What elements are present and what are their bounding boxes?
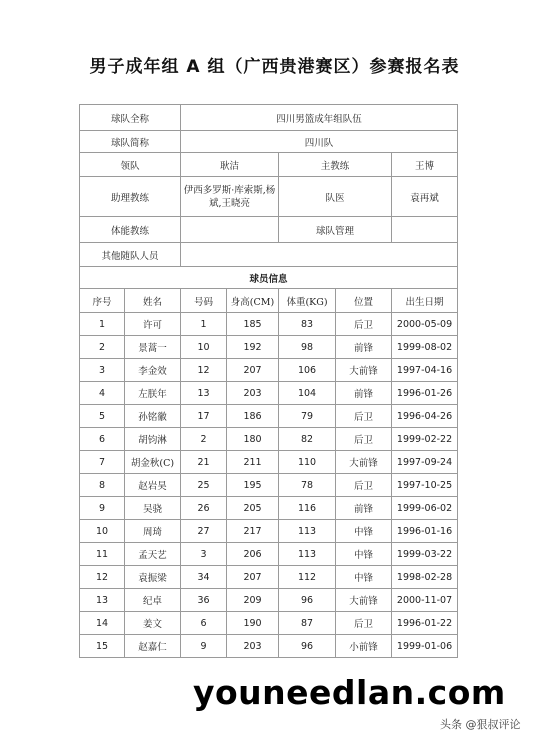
cell: 78 bbox=[279, 474, 336, 497]
table-row bbox=[80, 589, 458, 612]
cell: 116 bbox=[279, 497, 336, 520]
short-name-row bbox=[80, 131, 458, 153]
cell: 7 bbox=[80, 451, 125, 474]
doctor-label: 队医 bbox=[279, 177, 392, 217]
table-row bbox=[80, 635, 458, 658]
assistant-label: 助理教练 bbox=[80, 177, 181, 217]
cell: 87 bbox=[279, 612, 336, 635]
cell: 13 bbox=[80, 589, 125, 612]
table-row bbox=[80, 382, 458, 405]
cell: 17 bbox=[181, 405, 227, 428]
table-row bbox=[80, 566, 458, 589]
table-row bbox=[80, 428, 458, 451]
cell: 2000-05-09 bbox=[392, 313, 458, 336]
leader-row bbox=[80, 153, 458, 177]
fitness-value bbox=[181, 217, 279, 243]
cell: 98 bbox=[279, 336, 336, 359]
cell: 1997-04-16 bbox=[392, 359, 458, 382]
fitness-label: 体能教练 bbox=[80, 217, 181, 243]
cell: 113 bbox=[279, 543, 336, 566]
cell: 大前锋 bbox=[336, 589, 392, 612]
assistant-row bbox=[80, 177, 458, 217]
cell: 36 bbox=[181, 589, 227, 612]
cell: 6 bbox=[80, 428, 125, 451]
cell: 203 bbox=[227, 635, 279, 658]
cell: 3 bbox=[181, 543, 227, 566]
full-name-value: 四川男篮成年组队伍 bbox=[181, 105, 458, 131]
cell: 周琦 bbox=[125, 520, 181, 543]
leader-label: 领队 bbox=[80, 153, 181, 177]
cell: 10 bbox=[181, 336, 227, 359]
cell: 110 bbox=[279, 451, 336, 474]
cell: 13 bbox=[181, 382, 227, 405]
cell: 2 bbox=[80, 336, 125, 359]
cell: 景蒿一 bbox=[125, 336, 181, 359]
cell: 1999-03-22 bbox=[392, 543, 458, 566]
table-row bbox=[80, 497, 458, 520]
table-row bbox=[80, 313, 458, 336]
cell: 79 bbox=[279, 405, 336, 428]
short-name-label: 球队简称 bbox=[80, 131, 181, 153]
cell: 27 bbox=[181, 520, 227, 543]
cell: 胡钧淋 bbox=[125, 428, 181, 451]
cell: 14 bbox=[80, 612, 125, 635]
cell: 小前锋 bbox=[336, 635, 392, 658]
column-header: 身高(CM) bbox=[227, 289, 279, 313]
cell: 纪卓 bbox=[125, 589, 181, 612]
cell: 许可 bbox=[125, 313, 181, 336]
cell: 104 bbox=[279, 382, 336, 405]
cell: 1999-02-22 bbox=[392, 428, 458, 451]
cell: 1997-10-25 bbox=[392, 474, 458, 497]
column-header: 出生日期 bbox=[392, 289, 458, 313]
cell: 后卫 bbox=[336, 612, 392, 635]
cell: 15 bbox=[80, 635, 125, 658]
cell: 192 bbox=[227, 336, 279, 359]
column-header: 体重(KG) bbox=[279, 289, 336, 313]
full-name-row bbox=[80, 105, 458, 131]
cell: 26 bbox=[181, 497, 227, 520]
cell: 206 bbox=[227, 543, 279, 566]
cell: 205 bbox=[227, 497, 279, 520]
cell: 中锋 bbox=[336, 543, 392, 566]
cell: 34 bbox=[181, 566, 227, 589]
players-section-label: 球员信息 bbox=[80, 267, 458, 289]
cell: 2000-11-07 bbox=[392, 589, 458, 612]
cell: 孙铭徽 bbox=[125, 405, 181, 428]
cell: 209 bbox=[227, 589, 279, 612]
assistant-value: 伊西多罗斯·库索斯,杨斌,王晓亮 bbox=[181, 177, 279, 217]
cell: 前锋 bbox=[336, 382, 392, 405]
cell: 21 bbox=[181, 451, 227, 474]
cell: 孟天艺 bbox=[125, 543, 181, 566]
cell: 1999-01-06 bbox=[392, 635, 458, 658]
cell: 袁振梁 bbox=[125, 566, 181, 589]
table-row bbox=[80, 543, 458, 566]
cell: 12 bbox=[181, 359, 227, 382]
cell: 1996-01-26 bbox=[392, 382, 458, 405]
other-value bbox=[181, 243, 458, 267]
table-row bbox=[80, 520, 458, 543]
cell: 赵岩昊 bbox=[125, 474, 181, 497]
cell: 1996-04-26 bbox=[392, 405, 458, 428]
cell: 1999-08-02 bbox=[392, 336, 458, 359]
cell: 中锋 bbox=[336, 520, 392, 543]
doctor-value: 袁再斌 bbox=[392, 177, 458, 217]
cell: 左朕年 bbox=[125, 382, 181, 405]
cell: 9 bbox=[80, 497, 125, 520]
cell: 前锋 bbox=[336, 497, 392, 520]
cell: 2 bbox=[181, 428, 227, 451]
cell: 203 bbox=[227, 382, 279, 405]
table-row bbox=[80, 451, 458, 474]
cell: 25 bbox=[181, 474, 227, 497]
cell: 1996-01-16 bbox=[392, 520, 458, 543]
cell: 82 bbox=[279, 428, 336, 451]
cell: 吴骁 bbox=[125, 497, 181, 520]
cell: 5 bbox=[80, 405, 125, 428]
head-coach-label: 主教练 bbox=[279, 153, 392, 177]
cell: 中锋 bbox=[336, 566, 392, 589]
cell: 195 bbox=[227, 474, 279, 497]
cell: 姜文 bbox=[125, 612, 181, 635]
cell: 1 bbox=[80, 313, 125, 336]
other-label: 其他随队人员 bbox=[80, 243, 181, 267]
cell: 211 bbox=[227, 451, 279, 474]
cell: 前锋 bbox=[336, 336, 392, 359]
cell: 3 bbox=[80, 359, 125, 382]
cell: 1 bbox=[181, 313, 227, 336]
manager-value bbox=[392, 217, 458, 243]
cell: 113 bbox=[279, 520, 336, 543]
manager-label: 球队管理 bbox=[279, 217, 392, 243]
cell: 185 bbox=[227, 313, 279, 336]
cell: 1999-06-02 bbox=[392, 497, 458, 520]
cell: 4 bbox=[80, 382, 125, 405]
cell: 180 bbox=[227, 428, 279, 451]
cell: 217 bbox=[227, 520, 279, 543]
cell: 1996-01-22 bbox=[392, 612, 458, 635]
registration-table bbox=[79, 104, 458, 658]
cell: 12 bbox=[80, 566, 125, 589]
column-header: 位置 bbox=[336, 289, 392, 313]
cell: 83 bbox=[279, 313, 336, 336]
cell: 10 bbox=[80, 520, 125, 543]
cell: 207 bbox=[227, 566, 279, 589]
cell: 后卫 bbox=[336, 405, 392, 428]
cell: 207 bbox=[227, 359, 279, 382]
table-row bbox=[80, 359, 458, 382]
cell: 96 bbox=[279, 589, 336, 612]
page-title: 男子成年组 A 组（广西贵港赛区）参赛报名表 bbox=[89, 57, 460, 77]
table-row bbox=[80, 474, 458, 497]
cell: 后卫 bbox=[336, 313, 392, 336]
cell: 大前锋 bbox=[336, 359, 392, 382]
cell: 后卫 bbox=[336, 428, 392, 451]
cell: 大前锋 bbox=[336, 451, 392, 474]
cell: 1997-09-24 bbox=[392, 451, 458, 474]
cell: 胡金秋(C) bbox=[125, 451, 181, 474]
column-header: 号码 bbox=[181, 289, 227, 313]
cell: 赵嘉仁 bbox=[125, 635, 181, 658]
cell: 李金效 bbox=[125, 359, 181, 382]
column-header-row bbox=[80, 289, 458, 313]
leader-value: 耿洁 bbox=[181, 153, 279, 177]
other-row bbox=[80, 243, 458, 267]
cell: 1998-02-28 bbox=[392, 566, 458, 589]
cell: 186 bbox=[227, 405, 279, 428]
cell: 6 bbox=[181, 612, 227, 635]
table-row bbox=[80, 405, 458, 428]
cell: 8 bbox=[80, 474, 125, 497]
players-section-row bbox=[80, 267, 458, 289]
table-row bbox=[80, 336, 458, 359]
table-row bbox=[80, 612, 458, 635]
short-name-value: 四川队 bbox=[181, 131, 458, 153]
attribution-text: 头条 @狠叔评论 bbox=[440, 718, 521, 731]
cell: 106 bbox=[279, 359, 336, 382]
head-coach-value: 王博 bbox=[392, 153, 458, 177]
fitness-row bbox=[80, 217, 458, 243]
cell: 112 bbox=[279, 566, 336, 589]
cell: 96 bbox=[279, 635, 336, 658]
cell: 9 bbox=[181, 635, 227, 658]
cell: 后卫 bbox=[336, 474, 392, 497]
watermark-text: youneedlan.com bbox=[193, 673, 506, 712]
column-header: 序号 bbox=[80, 289, 125, 313]
cell: 11 bbox=[80, 543, 125, 566]
full-name-label: 球队全称 bbox=[80, 105, 181, 131]
column-header: 姓名 bbox=[125, 289, 181, 313]
cell: 190 bbox=[227, 612, 279, 635]
